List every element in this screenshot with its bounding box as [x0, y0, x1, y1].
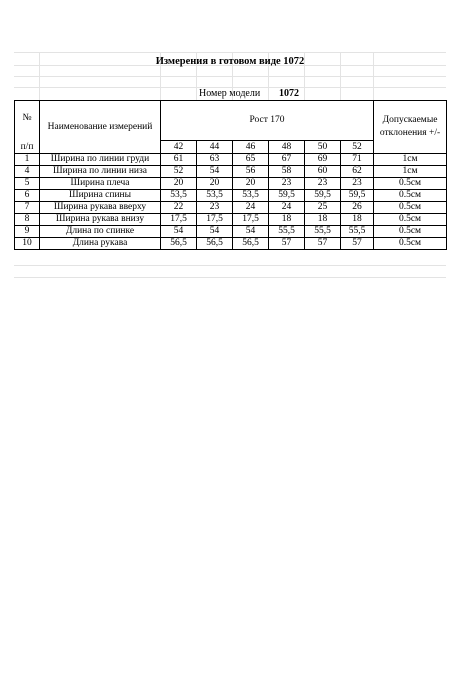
value-cell: 18	[269, 214, 305, 226]
value-cell: 17,5	[197, 214, 233, 226]
value-cell: 55,5	[341, 226, 374, 238]
value-cell: 17,5	[161, 214, 197, 226]
row-name: Ширина плеча	[40, 178, 161, 190]
header-height: Рост 170	[161, 101, 374, 141]
value-cell: 71	[341, 154, 374, 166]
value-cell: 23	[341, 178, 374, 190]
value-cell: 53,5	[197, 190, 233, 202]
tolerance-cell: 0.5см	[374, 238, 447, 250]
value-cell: 58	[269, 166, 305, 178]
tolerance-cell: 1см	[374, 166, 447, 178]
value-cell: 65	[233, 154, 269, 166]
table-row	[15, 178, 447, 190]
value-cell: 20	[161, 178, 197, 190]
row-name: Ширина по линии груди	[40, 154, 161, 166]
value-cell: 56,5	[197, 238, 233, 250]
table-row	[15, 154, 447, 166]
row-number: 10	[15, 238, 40, 250]
size-cell: 48	[269, 141, 305, 154]
row-number: 8	[15, 214, 40, 226]
value-cell: 57	[341, 238, 374, 250]
measurements-table	[14, 100, 447, 250]
value-cell: 69	[305, 154, 341, 166]
value-cell: 62	[341, 166, 374, 178]
value-cell: 63	[197, 154, 233, 166]
value-cell: 54	[197, 226, 233, 238]
table-row	[15, 202, 447, 214]
table-row	[15, 226, 447, 238]
value-cell: 67	[269, 154, 305, 166]
value-cell: 17,5	[233, 214, 269, 226]
value-cell: 59,5	[305, 190, 341, 202]
value-cell: 56	[233, 166, 269, 178]
value-cell: 54	[161, 226, 197, 238]
value-cell: 24	[269, 202, 305, 214]
row-name: Ширина рукава внизу	[40, 214, 161, 226]
row-number: 6	[15, 190, 40, 202]
tolerance-cell: 0.5см	[374, 226, 447, 238]
value-cell: 22	[161, 202, 197, 214]
sheet-gridlines-bottom	[14, 265, 446, 279]
tolerance-cell: 0.5см	[374, 190, 447, 202]
header-number-label: №	[22, 113, 32, 123]
table-row	[15, 190, 447, 202]
model-number-row	[14, 88, 446, 100]
row-name: Ширина по линии низа	[40, 166, 161, 178]
table-header-row	[15, 101, 447, 141]
value-cell: 20	[197, 178, 233, 190]
value-cell: 26	[341, 202, 374, 214]
row-number: 7	[15, 202, 40, 214]
value-cell: 23	[269, 178, 305, 190]
header-measurement-name: Наименование измерений	[40, 101, 161, 154]
header-tolerance: Допускаемые отклонения +/-	[374, 101, 447, 154]
header-pp-label: п/п	[20, 142, 34, 152]
value-cell: 18	[341, 214, 374, 226]
value-cell: 55,5	[305, 226, 341, 238]
tolerance-cell: 0.5см	[374, 214, 447, 226]
value-cell: 55,5	[269, 226, 305, 238]
row-name: Длина по спинке	[40, 226, 161, 238]
value-cell: 23	[305, 178, 341, 190]
value-cell: 61	[161, 154, 197, 166]
row-number: 9	[15, 226, 40, 238]
page-title: Измерения в готовом виде 1072	[155, 56, 305, 67]
tolerance-cell: 0.5см	[374, 202, 447, 214]
size-cell: 50	[305, 141, 341, 154]
table-row	[15, 214, 447, 226]
value-cell: 56,5	[233, 238, 269, 250]
value-cell: 59,5	[269, 190, 305, 202]
value-cell: 53,5	[161, 190, 197, 202]
value-cell: 53,5	[233, 190, 269, 202]
model-number-value: 1072	[279, 88, 299, 99]
tolerance-cell: 0.5см	[374, 178, 447, 190]
value-cell: 54	[233, 226, 269, 238]
row-name: Ширина спины	[40, 190, 161, 202]
value-cell: 57	[269, 238, 305, 250]
value-cell: 25	[305, 202, 341, 214]
value-cell: 57	[305, 238, 341, 250]
row-number: 4	[15, 166, 40, 178]
table-row	[15, 238, 447, 250]
header-number-cell	[15, 101, 40, 154]
value-cell: 18	[305, 214, 341, 226]
value-cell: 56,5	[161, 238, 197, 250]
row-number: 5	[15, 178, 40, 190]
value-cell: 52	[161, 166, 197, 178]
size-cell: 42	[161, 141, 197, 154]
value-cell: 20	[233, 178, 269, 190]
row-number: 1	[15, 154, 40, 166]
size-cell: 46	[233, 141, 269, 154]
value-cell: 23	[197, 202, 233, 214]
tolerance-cell: 1см	[374, 154, 447, 166]
value-cell: 24	[233, 202, 269, 214]
value-cell: 54	[197, 166, 233, 178]
value-cell: 59,5	[341, 190, 374, 202]
row-name: Ширина рукава вверху	[40, 202, 161, 214]
model-number-label: Номер модели	[199, 88, 261, 99]
table-row	[15, 166, 447, 178]
row-name: Длина рукава	[40, 238, 161, 250]
value-cell: 60	[305, 166, 341, 178]
size-cell: 44	[197, 141, 233, 154]
size-cell: 52	[341, 141, 374, 154]
